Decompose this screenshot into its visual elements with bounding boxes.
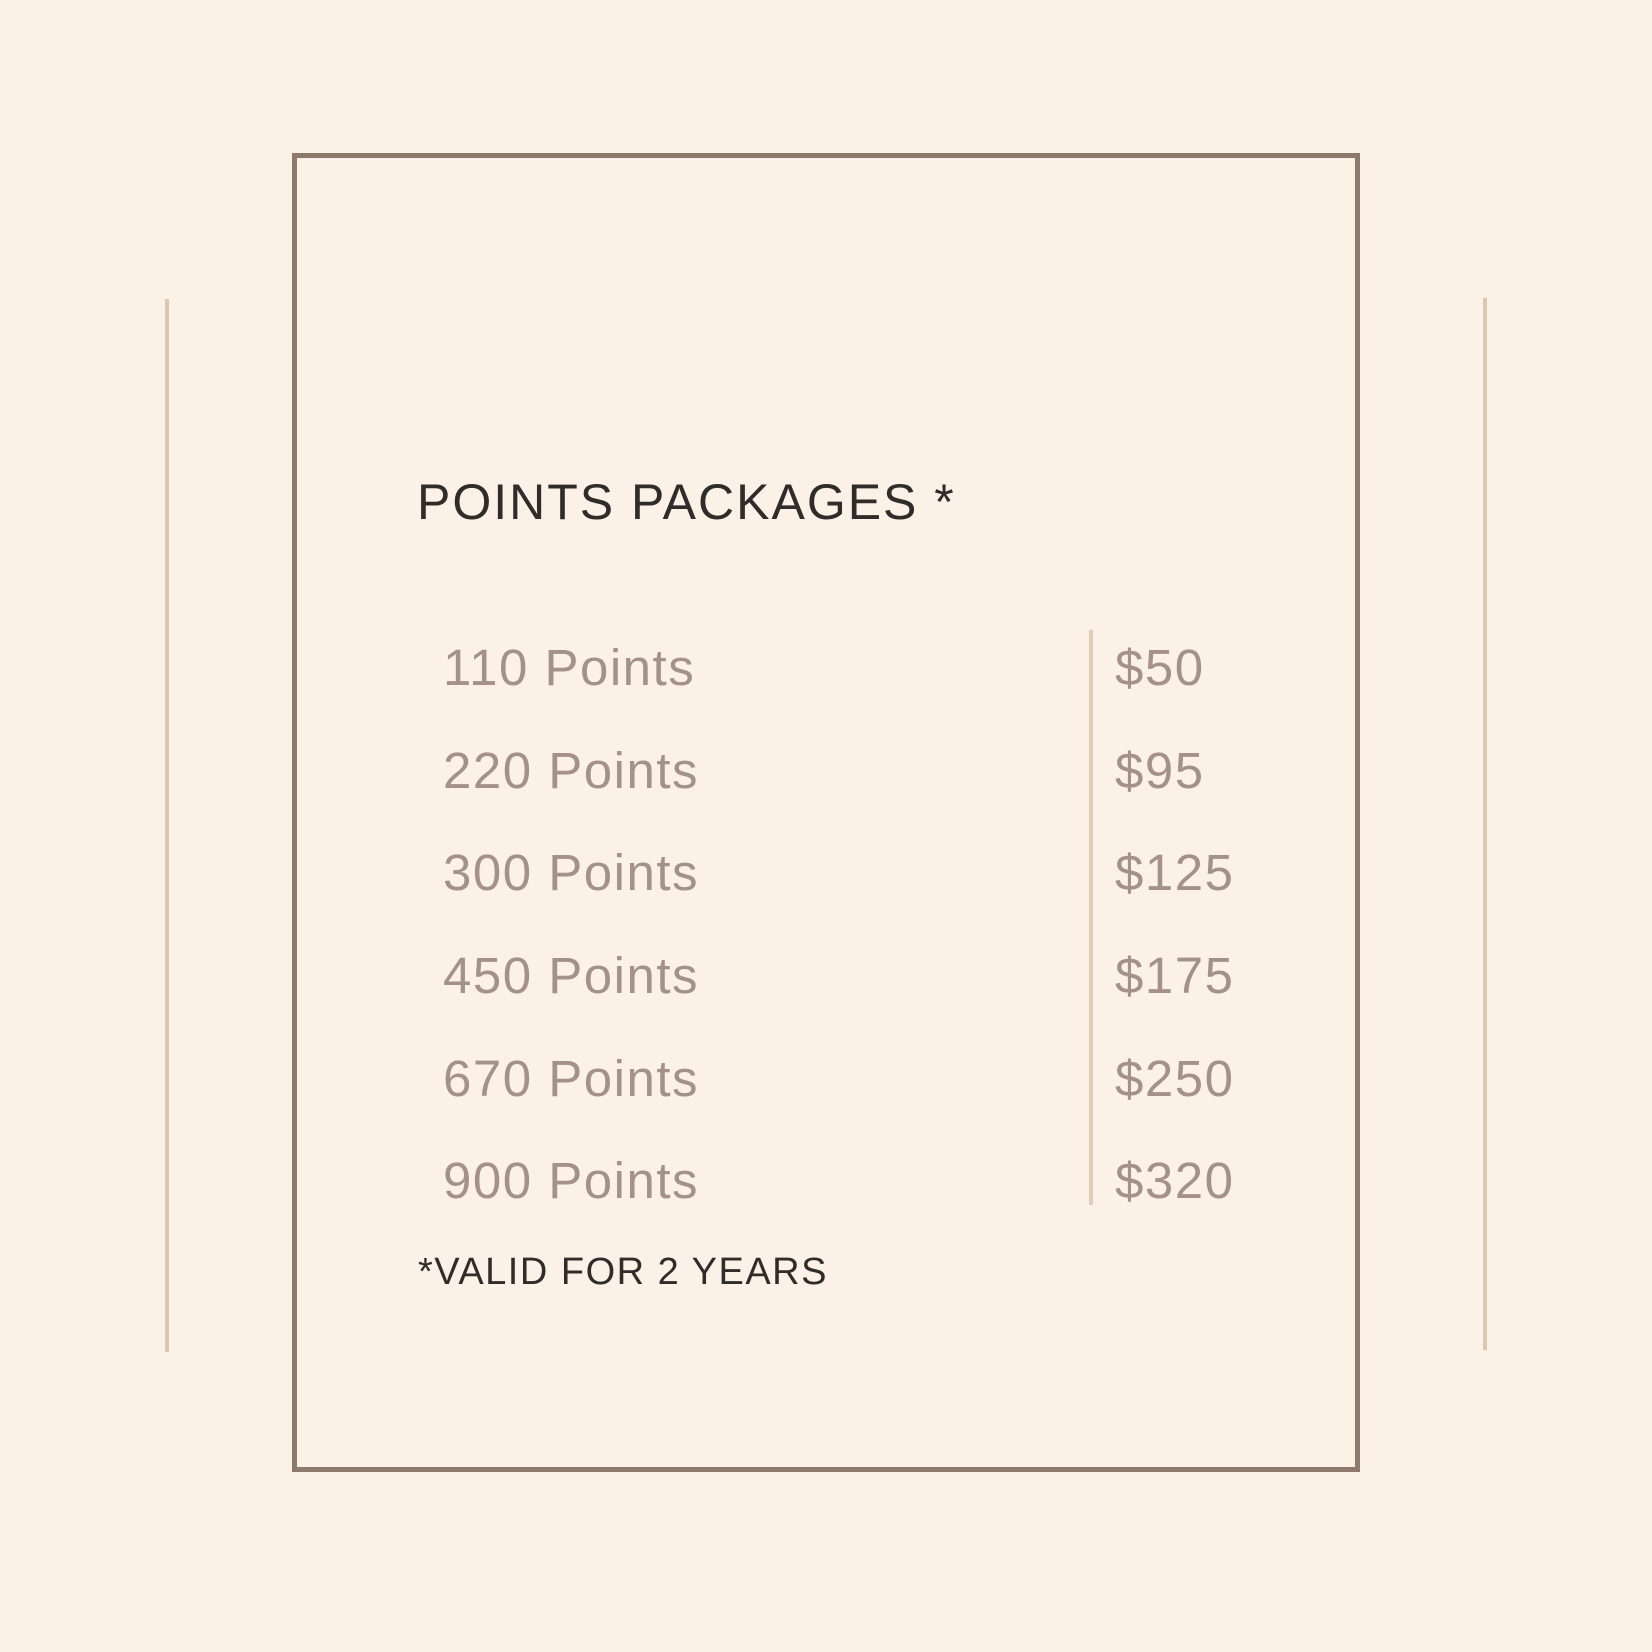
- points-cell: 450 Points: [443, 946, 700, 1004]
- price-cell: $320: [1115, 1152, 1235, 1210]
- points-cell: 900 Points: [443, 1152, 700, 1210]
- price-cell: $95: [1115, 741, 1205, 799]
- price-cell: $250: [1115, 1049, 1235, 1107]
- table-row: [443, 1129, 1303, 1232]
- points-cell: 110 Points: [443, 638, 696, 696]
- points-cell: 220 Points: [443, 741, 700, 799]
- left-accent-line: [165, 299, 169, 1352]
- page-title: POINTS PACKAGES *: [417, 474, 956, 530]
- price-cell: $125: [1115, 844, 1235, 902]
- right-accent-line: [1483, 298, 1487, 1350]
- table-row: [443, 821, 1303, 924]
- column-divider: [1089, 630, 1093, 1205]
- points-price-table: [443, 616, 1303, 1232]
- footnote: *VALID FOR 2 YEARS: [418, 1251, 828, 1293]
- price-cell: $50: [1115, 638, 1205, 696]
- table-row: [443, 924, 1303, 1027]
- points-cell: 300 Points: [443, 844, 700, 902]
- price-cell: $175: [1115, 946, 1235, 1004]
- table-row: [443, 1027, 1303, 1130]
- points-cell: 670 Points: [443, 1049, 700, 1107]
- table-row: [443, 719, 1303, 822]
- table-row: [443, 616, 1303, 719]
